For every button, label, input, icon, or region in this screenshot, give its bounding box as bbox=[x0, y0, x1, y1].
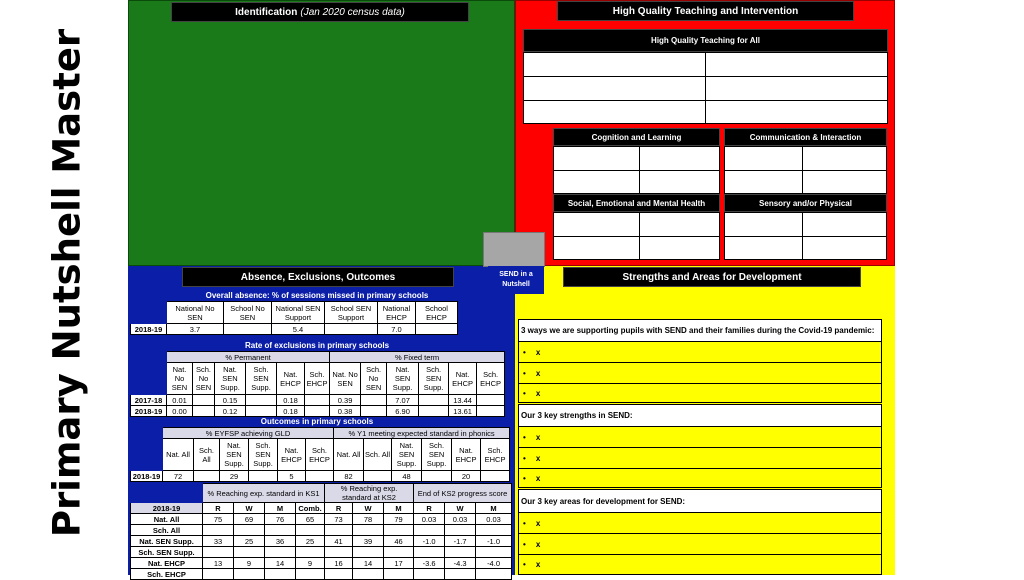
item-text: x bbox=[535, 389, 541, 398]
table-cell bbox=[193, 406, 215, 417]
outcomes-table bbox=[130, 427, 512, 482]
table-cell bbox=[306, 471, 334, 482]
list-item[interactable] bbox=[519, 383, 881, 403]
table-cell bbox=[234, 547, 265, 558]
cell-rule bbox=[553, 236, 720, 237]
identification-header bbox=[171, 2, 469, 22]
item-text: x bbox=[535, 368, 541, 378]
spacer bbox=[510, 471, 512, 482]
table-cell bbox=[265, 569, 296, 580]
table-cell: 48 bbox=[392, 471, 422, 482]
key-strengths-heading: Our 3 key strengths in SEND: bbox=[519, 405, 881, 426]
table-cell bbox=[203, 525, 234, 536]
col-header: Sch. SEN Supp. bbox=[249, 439, 278, 471]
row-label: Nat. SEN Supp. bbox=[131, 536, 203, 547]
hqt-subheader: High Quality Teaching for All bbox=[523, 29, 888, 52]
table-cell: 13.44 bbox=[449, 395, 477, 406]
list-item[interactable] bbox=[519, 362, 881, 383]
col-header: Sch. EHCP bbox=[477, 363, 505, 395]
table-row bbox=[131, 547, 512, 558]
table-row bbox=[131, 525, 512, 536]
cell-rule bbox=[724, 170, 887, 171]
table-cell: -1.0 bbox=[476, 536, 512, 547]
table-cell: 76 bbox=[265, 514, 296, 525]
table-cell: -4.0 bbox=[476, 558, 512, 569]
table-cell bbox=[476, 525, 512, 536]
col-header: School SEN Support bbox=[325, 302, 378, 324]
item-text: x bbox=[535, 453, 541, 463]
table-cell: 5 bbox=[278, 471, 306, 482]
page-title: Primary Nutshell Master bbox=[45, 28, 89, 538]
list-item[interactable] bbox=[519, 533, 881, 554]
col-header: Nat. EHCP bbox=[277, 363, 305, 395]
item-text: x bbox=[535, 474, 541, 483]
table-cell bbox=[353, 569, 384, 580]
send-in-a-nutshell-label: SEND in a Nutshell bbox=[488, 266, 544, 294]
table-cell bbox=[194, 471, 220, 482]
cell-rule bbox=[553, 170, 720, 171]
sensory-header: Sensory and/or Physical bbox=[724, 194, 887, 212]
table-cell bbox=[265, 525, 296, 536]
table-cell bbox=[414, 547, 445, 558]
col-header: Sch. EHCP bbox=[481, 439, 510, 471]
table-cell: 7.07 bbox=[387, 395, 419, 406]
table-cell bbox=[325, 324, 378, 335]
table-cell: 16 bbox=[325, 558, 353, 569]
table-cell: 0.03 bbox=[445, 514, 476, 525]
table-cell: 3.7 bbox=[167, 324, 224, 335]
col-header: R bbox=[325, 503, 353, 514]
table-cell bbox=[325, 569, 353, 580]
table-cell: 9 bbox=[296, 558, 325, 569]
table-cell bbox=[353, 525, 384, 536]
col-header: Nat. SEN Supp. bbox=[215, 363, 246, 395]
list-item[interactable] bbox=[519, 468, 881, 488]
fixed-term-header: % Fixed term bbox=[330, 352, 505, 363]
table-cell bbox=[361, 395, 387, 406]
table-cell: 0.18 bbox=[277, 395, 305, 406]
center-square bbox=[483, 232, 545, 267]
absence-header: Absence, Exclusions, Outcomes bbox=[182, 267, 454, 287]
table-cell bbox=[325, 525, 353, 536]
col-header: Nat. No SEN bbox=[167, 363, 193, 395]
hqt-header: High Quality Teaching and Intervention bbox=[557, 1, 854, 21]
table-row bbox=[131, 569, 512, 580]
col-header: Sch. SEN Supp. bbox=[246, 363, 277, 395]
item-text: x bbox=[535, 539, 541, 549]
table-cell bbox=[353, 547, 384, 558]
gld-header: % EYFSP achieving GLD bbox=[163, 428, 334, 439]
table-cell bbox=[361, 406, 387, 417]
table-cell: -1.7 bbox=[445, 536, 476, 547]
table-cell: 41 bbox=[325, 536, 353, 547]
hqt-grid-rule bbox=[523, 100, 888, 101]
col-header: Nat. SEN Supp. bbox=[220, 439, 249, 471]
table-cell bbox=[445, 569, 476, 580]
table-cell: 13 bbox=[203, 558, 234, 569]
table-cell bbox=[476, 569, 512, 580]
col-header: M bbox=[476, 503, 512, 514]
list-item[interactable] bbox=[519, 447, 881, 468]
col-header: National SEN Support bbox=[272, 302, 325, 324]
table-cell bbox=[422, 471, 452, 482]
table-row bbox=[131, 536, 512, 547]
table-cell bbox=[265, 547, 296, 558]
item-text: x bbox=[535, 347, 541, 357]
row-label: 2018-19 bbox=[131, 324, 167, 335]
table-cell: 36 bbox=[265, 536, 296, 547]
col-header: National EHCP bbox=[378, 302, 416, 324]
table-cell bbox=[384, 569, 414, 580]
list-item[interactable] bbox=[519, 554, 881, 574]
table-cell: 25 bbox=[296, 536, 325, 547]
row-label: Sch. SEN Supp. bbox=[131, 547, 203, 558]
row-label: 2018-19 bbox=[131, 471, 163, 482]
spacer bbox=[505, 406, 512, 417]
table-row bbox=[131, 514, 512, 525]
table-cell bbox=[414, 569, 445, 580]
col-header: Nat. SEN Supp. bbox=[392, 439, 422, 471]
table-cell bbox=[364, 471, 392, 482]
table-cell: 0.15 bbox=[215, 395, 246, 406]
row-label: Sch. EHCP bbox=[131, 569, 203, 580]
phonics-header: % Y1 meeting expected standard in phonics bbox=[334, 428, 510, 439]
table-cell bbox=[476, 547, 512, 558]
table-cell bbox=[384, 547, 414, 558]
hqt-grid-divider bbox=[705, 52, 706, 124]
row-label: 2018-19 bbox=[131, 406, 167, 417]
hqt-grid-rule bbox=[523, 76, 888, 77]
bullet: • bbox=[523, 474, 526, 483]
ks-table bbox=[130, 483, 512, 580]
table-cell bbox=[234, 525, 265, 536]
col-header: Sch. No SEN bbox=[193, 363, 215, 395]
row-label: Nat. All bbox=[131, 514, 203, 525]
table-row bbox=[131, 558, 512, 569]
table-cell: 25 bbox=[234, 536, 265, 547]
col-header: M bbox=[265, 503, 296, 514]
table-cell: 73 bbox=[325, 514, 353, 525]
col-header: Comb. bbox=[296, 503, 325, 514]
table-cell bbox=[481, 471, 510, 482]
identification-label: Identification bbox=[235, 6, 298, 18]
progress-header: End of KS2 progress score bbox=[414, 484, 512, 503]
col-header: Sch. EHCP bbox=[306, 439, 334, 471]
col-header: Nat. All bbox=[334, 439, 364, 471]
outcomes-band: Outcomes in primary schools bbox=[182, 417, 452, 427]
table-row bbox=[131, 406, 512, 417]
table-cell bbox=[203, 569, 234, 580]
col-header: Sch. EHCP bbox=[305, 363, 330, 395]
list-item[interactable] bbox=[519, 341, 881, 362]
ks1-header: % Reaching exp. standard in KS1 bbox=[203, 484, 325, 503]
bullet: • bbox=[523, 539, 526, 549]
table-cell bbox=[296, 569, 325, 580]
table-cell bbox=[445, 525, 476, 536]
table-cell bbox=[296, 525, 325, 536]
exclusions-table bbox=[130, 351, 512, 417]
semh-header: Social, Emotional and Mental Health bbox=[553, 194, 720, 212]
table-cell: 14 bbox=[265, 558, 296, 569]
table-cell bbox=[416, 324, 458, 335]
row-label: Nat. EHCP bbox=[131, 558, 203, 569]
col-header: Nat. SEN Supp. bbox=[387, 363, 419, 395]
exclusions-band: Rate of exclusions in primary schools bbox=[182, 341, 452, 351]
table-cell: 78 bbox=[353, 514, 384, 525]
table-row bbox=[131, 395, 512, 406]
item-text: x bbox=[535, 560, 541, 569]
table-cell: 0.39 bbox=[330, 395, 361, 406]
table-cell: 0.00 bbox=[167, 406, 193, 417]
table-cell bbox=[224, 324, 272, 335]
table-cell: 13.61 bbox=[449, 406, 477, 417]
table-cell bbox=[234, 569, 265, 580]
table-cell: 17 bbox=[384, 558, 414, 569]
table-cell: 46 bbox=[384, 536, 414, 547]
title-panel bbox=[0, 0, 128, 575]
table-cell: 72 bbox=[163, 471, 194, 482]
table-cell: 82 bbox=[334, 471, 364, 482]
key-areas-heading: Our 3 key areas for development for SEND: bbox=[519, 490, 881, 512]
item-text: x bbox=[535, 518, 541, 528]
col-header: W bbox=[353, 503, 384, 514]
col-header: Nat. EHCP bbox=[452, 439, 481, 471]
col-header: R bbox=[203, 503, 234, 514]
col-header: Sch. No SEN bbox=[361, 363, 387, 395]
col-header: Nat. All bbox=[163, 439, 194, 471]
item-text: x bbox=[535, 432, 541, 442]
overall-absence-band: Overall absence: % of sessions missed in primary schools bbox=[182, 291, 452, 301]
bullet: • bbox=[523, 368, 526, 378]
table-cell: 0.12 bbox=[215, 406, 246, 417]
table-cell bbox=[193, 395, 215, 406]
communication-header: Communication & Interaction bbox=[724, 128, 887, 146]
spacer bbox=[510, 439, 512, 471]
bullet: • bbox=[523, 518, 526, 528]
col-header: Nat. No SEN bbox=[330, 363, 361, 395]
list-item[interactable] bbox=[519, 426, 881, 447]
table-cell: 9 bbox=[234, 558, 265, 569]
absence-table bbox=[130, 301, 512, 335]
table-cell: 5.4 bbox=[272, 324, 325, 335]
table-cell bbox=[203, 547, 234, 558]
table-cell bbox=[419, 395, 449, 406]
table-cell: 79 bbox=[384, 514, 414, 525]
col-header: R bbox=[414, 503, 445, 514]
col-header: W bbox=[234, 503, 265, 514]
col-header: Sch. SEN Supp. bbox=[422, 439, 452, 471]
table-cell: 7.0 bbox=[378, 324, 416, 335]
table-cell: 6.90 bbox=[387, 406, 419, 417]
table-cell bbox=[384, 525, 414, 536]
table-cell: 0.38 bbox=[330, 406, 361, 417]
identification-panel bbox=[128, 0, 515, 266]
table-cell bbox=[246, 395, 277, 406]
table-cell: 65 bbox=[296, 514, 325, 525]
col-header: M bbox=[384, 503, 414, 514]
col-header: School EHCP bbox=[416, 302, 458, 324]
table-cell bbox=[325, 547, 353, 558]
strengths-header: Strengths and Areas for Development bbox=[563, 267, 861, 287]
identification-note: (Jan 2020 census data) bbox=[300, 6, 405, 18]
table-cell bbox=[477, 406, 505, 417]
table-cell bbox=[414, 525, 445, 536]
table-cell bbox=[296, 547, 325, 558]
bullet: • bbox=[523, 347, 526, 357]
spacer bbox=[505, 363, 512, 395]
table-cell: -1.0 bbox=[414, 536, 445, 547]
table-cell: 0.03 bbox=[414, 514, 445, 525]
ks2-header: % Reaching exp. standard at KS2 bbox=[325, 484, 414, 503]
table-cell: 0.01 bbox=[167, 395, 193, 406]
row-label: Sch. All bbox=[131, 525, 203, 536]
table-cell bbox=[246, 406, 277, 417]
row-label: 2017-18 bbox=[131, 395, 167, 406]
table-cell: 0.18 bbox=[277, 406, 305, 417]
bullet: • bbox=[523, 453, 526, 463]
table-cell: 20 bbox=[452, 471, 481, 482]
table-cell: 0.03 bbox=[476, 514, 512, 525]
col-header: School No SEN bbox=[224, 302, 272, 324]
covid-heading: 3 ways we are supporting pupils with SEND and their families during the Covid-19 pandemic: bbox=[519, 320, 881, 341]
col-header: National No SEN bbox=[167, 302, 224, 324]
covid-box bbox=[518, 319, 882, 403]
col-header: Nat. EHCP bbox=[449, 363, 477, 395]
table-cell bbox=[419, 406, 449, 417]
col-header: Sch. SEN Supp. bbox=[419, 363, 449, 395]
key-areas-box bbox=[518, 489, 882, 575]
table-cell: 14 bbox=[353, 558, 384, 569]
table-cell bbox=[445, 547, 476, 558]
cognition-header: Cognition and Learning bbox=[553, 128, 720, 146]
list-item[interactable] bbox=[519, 512, 881, 533]
table-cell: 29 bbox=[220, 471, 249, 482]
table-cell: -3.6 bbox=[414, 558, 445, 569]
col-header: Nat. EHCP bbox=[278, 439, 306, 471]
table-cell bbox=[477, 395, 505, 406]
cell-rule bbox=[724, 236, 887, 237]
col-header: W bbox=[445, 503, 476, 514]
col-header: Sch. All bbox=[364, 439, 392, 471]
table-cell bbox=[305, 406, 330, 417]
table-cell: 75 bbox=[203, 514, 234, 525]
bullet: • bbox=[523, 389, 526, 398]
table-cell bbox=[249, 471, 278, 482]
table-cell: -4.3 bbox=[445, 558, 476, 569]
table-cell: 33 bbox=[203, 536, 234, 547]
col-header: Sch. All bbox=[194, 439, 220, 471]
table-cell bbox=[305, 395, 330, 406]
bullet: • bbox=[523, 432, 526, 442]
year-label: 2018-19 bbox=[131, 503, 203, 514]
permanent-header: % Permanent bbox=[167, 352, 330, 363]
table-cell: 69 bbox=[234, 514, 265, 525]
key-strengths-box bbox=[518, 404, 882, 488]
bullet: • bbox=[523, 560, 526, 569]
spacer bbox=[505, 395, 512, 406]
table-cell: 39 bbox=[353, 536, 384, 547]
